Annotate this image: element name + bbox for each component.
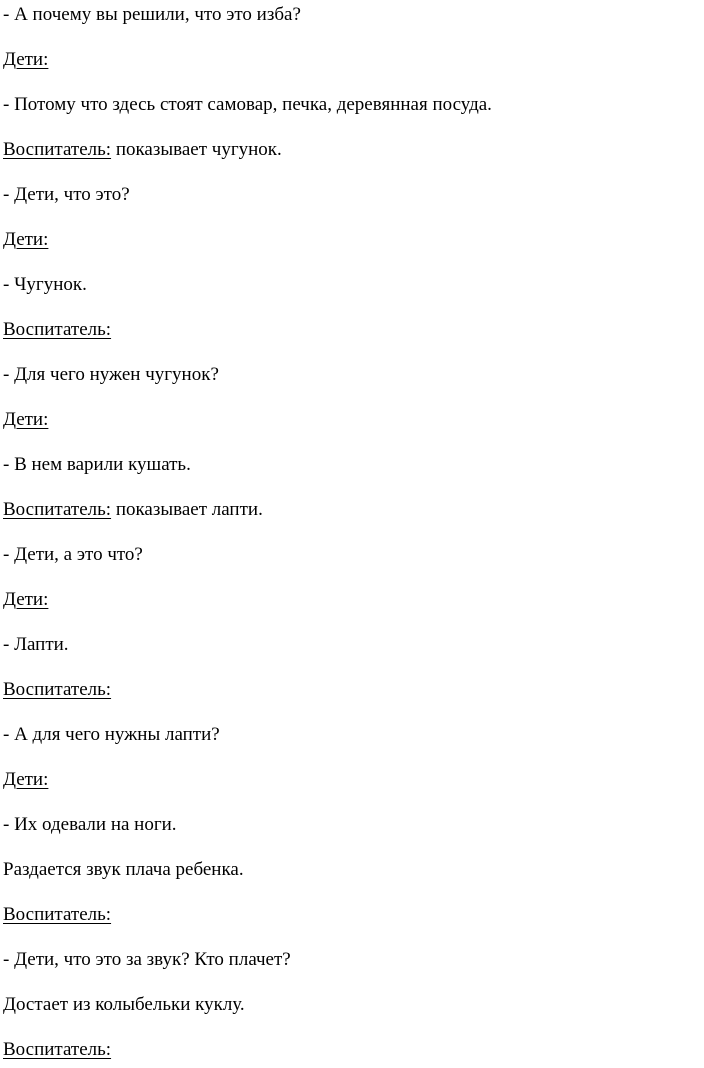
- dialogue-line: [3, 453, 191, 477]
- dialogue-line: [3, 678, 111, 702]
- line-text: - Потому что здесь стоят самовар, печка, деревянная посуда.: [3, 94, 492, 115]
- dialogue-line: [3, 543, 143, 567]
- line-text: - Дети, что это за звук? Кто плачет?: [3, 949, 291, 970]
- dialogue-line: [3, 138, 282, 162]
- dialogue-line: [3, 858, 244, 882]
- dialogue-line: [3, 48, 48, 72]
- line-text: - Чугунок.: [3, 274, 87, 295]
- dialogue-line: [3, 3, 301, 27]
- speaker-label: Воспитатель:: [3, 679, 112, 700]
- line-text: показывает чугунок.: [111, 139, 282, 160]
- line-text: - Для чего нужен чугунок?: [3, 364, 219, 385]
- speaker-label: Воспитатель:: [3, 499, 112, 520]
- dialogue-line: [3, 498, 263, 522]
- dialogue-line: [3, 723, 220, 747]
- dialogue-line: [3, 903, 111, 927]
- speaker-label: Воспитатель:: [3, 139, 112, 160]
- dialogue-line: [3, 93, 492, 117]
- dialogue-line: [3, 813, 177, 837]
- line-text: - А для чего нужны лапти?: [3, 724, 220, 745]
- dialogue-line: [3, 363, 219, 387]
- speaker-label: Дети:: [3, 589, 49, 610]
- dialogue-line: [3, 1038, 111, 1062]
- line-text: Достает из колыбельки куклу.: [3, 994, 245, 1015]
- dialogue-line: [3, 588, 48, 612]
- speaker-label: Воспитатель:: [3, 319, 112, 340]
- line-text: - Лапти.: [3, 634, 69, 655]
- dialogue-line: [3, 993, 245, 1017]
- dialogue-line: [3, 948, 291, 972]
- line-text: - Дети, а это что?: [3, 544, 143, 565]
- line-text: показывает лапти.: [111, 499, 263, 520]
- speaker-label: Дети:: [3, 229, 49, 250]
- line-text: - В нем варили кушать.: [3, 454, 191, 475]
- dialogue-line: [3, 273, 87, 297]
- speaker-label: Дети:: [3, 49, 49, 70]
- line-text: - Дети, что это?: [3, 184, 130, 205]
- line-text: - А почему вы решили, что это изба?: [3, 4, 301, 25]
- speaker-label: Дети:: [3, 769, 49, 790]
- line-text: Раздается звук плача ребенка.: [3, 859, 244, 880]
- dialogue-line: [3, 318, 111, 342]
- dialogue-line: [3, 633, 69, 657]
- line-text: - Их одевали на ноги.: [3, 814, 177, 835]
- dialogue-line: [3, 768, 48, 792]
- speaker-label: Дети:: [3, 409, 49, 430]
- dialogue-line: [3, 228, 48, 252]
- speaker-label: Воспитатель:: [3, 904, 112, 925]
- speaker-label: Воспитатель:: [3, 1039, 112, 1060]
- dialogue-line: [3, 183, 130, 207]
- dialogue-line: [3, 408, 48, 432]
